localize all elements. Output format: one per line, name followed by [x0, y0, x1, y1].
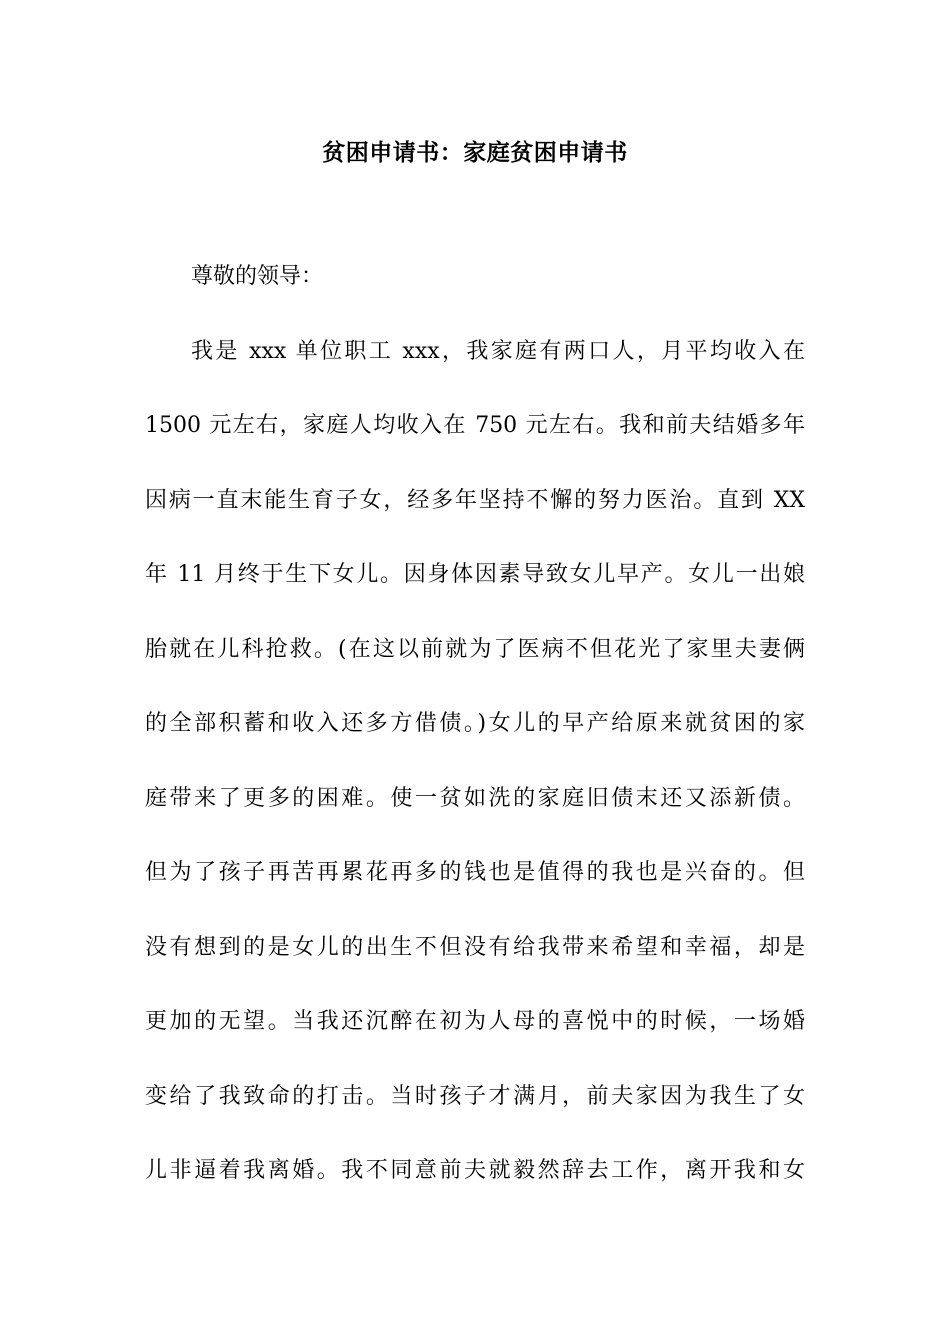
- body-line: 我是 xxx 单位职工 xxx，我家庭有两口人，月平均收入在: [191, 338, 805, 364]
- body-line: 没有想到的是女儿的出生不但没有给我带来希望和幸福，却是: [145, 934, 805, 960]
- body-line: 的全部积蓄和收入还多方借债。)女儿的早产给原来就贫困的家: [145, 711, 805, 736]
- body-line: 变给了我致命的打击。当时孩子才满月，前夫家因为我生了女: [145, 1083, 805, 1109]
- salutation-line: 尊敬的领导：: [191, 264, 324, 289]
- document-title: 贫困申请书：家庭贫困申请书: [322, 140, 628, 166]
- body-line: 儿非逼着我离婚。我不同意前夫就毅然辞去工作，离开我和女: [145, 1158, 805, 1183]
- body-line: 但为了孩子再苦再累花再多的钱也是值得的我也是兴奋的。但: [145, 860, 805, 885]
- document-body: [145, 256, 805, 1225]
- body-line: 年 11 月终于生下女儿。因身体因素导致女儿早产。女儿一出娘: [145, 562, 805, 587]
- body-line: 1500 元左右，家庭人均收入在 750 元左右。我和前夫结婚多年: [145, 413, 805, 438]
- body-line: 因病一直末能生育子女，经多年坚持不懈的努力医治。直到 XX: [145, 487, 805, 513]
- body-line: 庭带来了更多的困难。使一贫如洗的家庭旧债末还又添新债。: [145, 785, 805, 811]
- body-line: 胎就在儿科抢救。(在这以前就为了医病不但花光了家里夫妻俩: [145, 636, 805, 662]
- body-line: 更加的无望。当我还沉醉在初为人母的喜悦中的时候，一场婚: [145, 1009, 805, 1034]
